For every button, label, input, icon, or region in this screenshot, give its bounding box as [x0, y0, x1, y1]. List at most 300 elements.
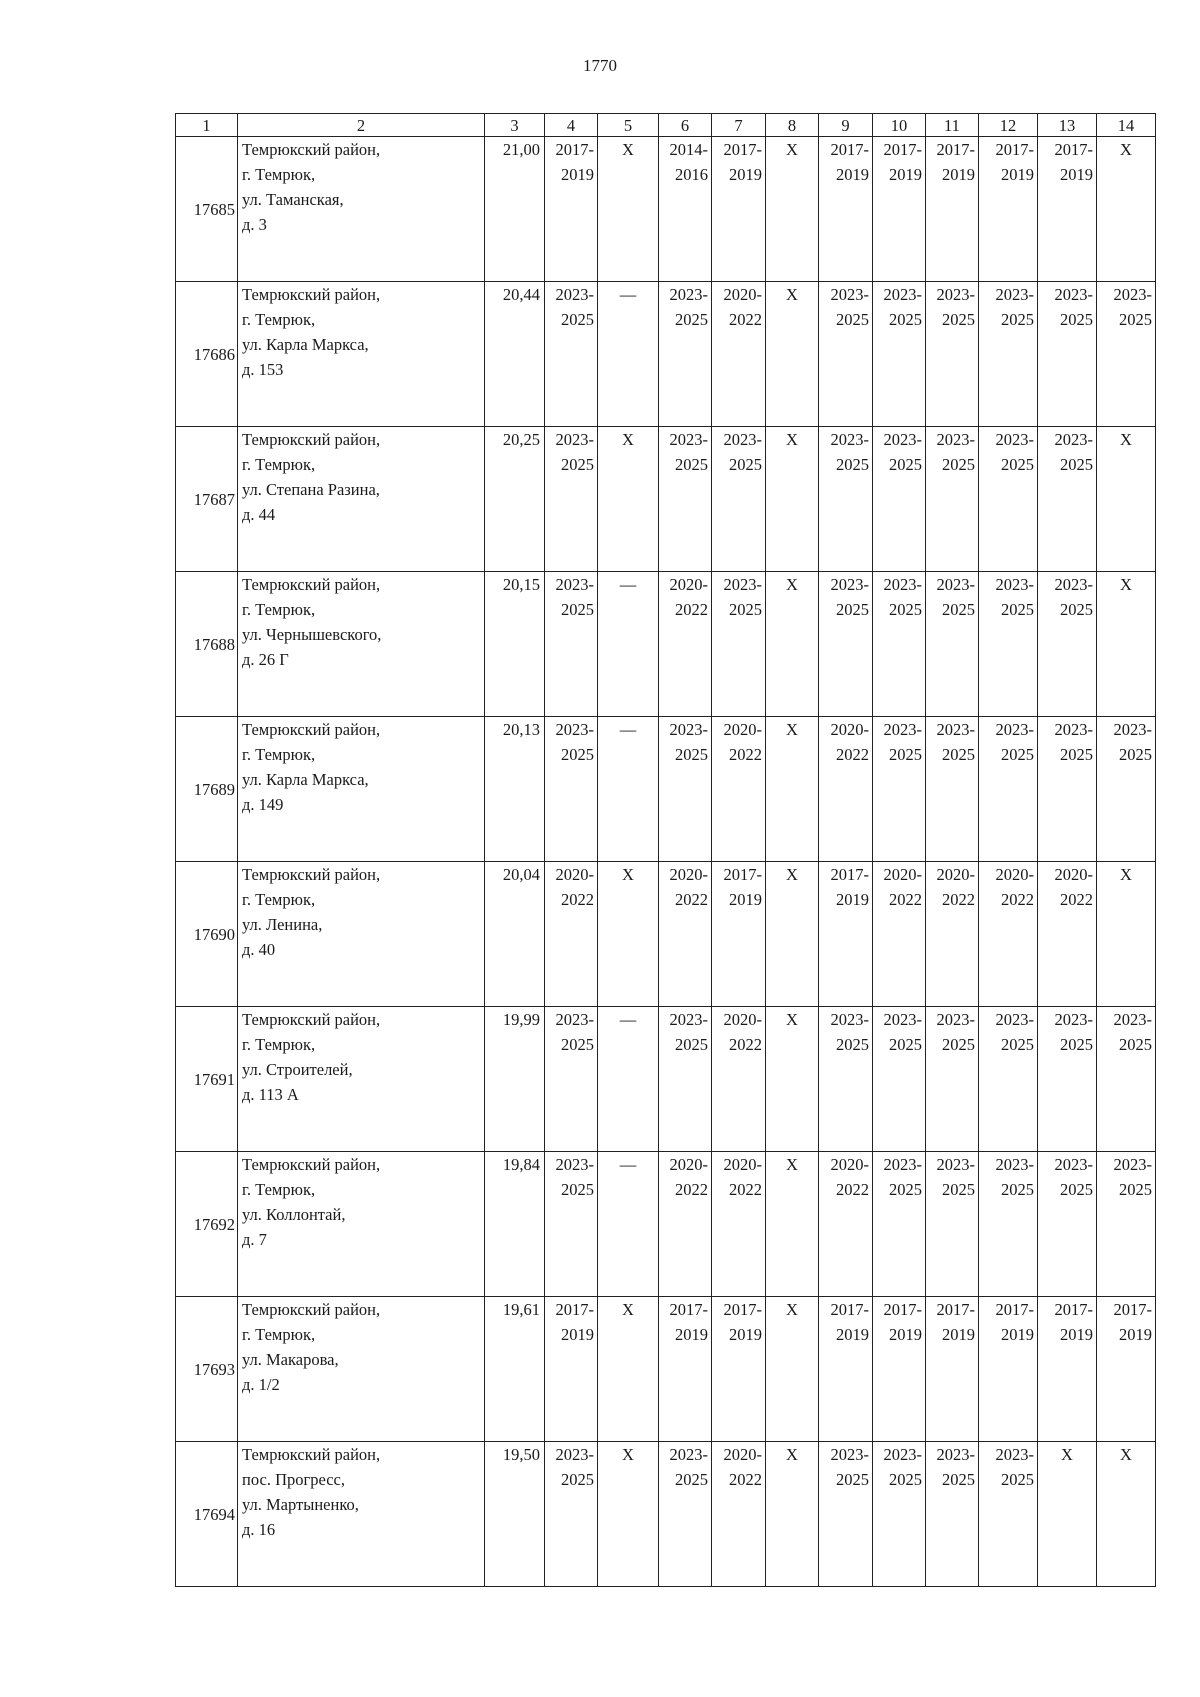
period-cell: [819, 1442, 873, 1587]
period-part: 2025: [729, 455, 762, 474]
column-header: 7: [712, 114, 766, 137]
period-part: 2020-: [669, 575, 708, 594]
period-cell: [545, 282, 598, 427]
period-part: 2023-: [555, 285, 594, 304]
column-header: 6: [659, 114, 712, 137]
row-number: 17694: [176, 1442, 238, 1587]
period-part: 2019: [561, 1325, 594, 1344]
period-part: 2023-: [830, 1445, 869, 1464]
address-cell: [238, 572, 485, 717]
period-cell: [926, 137, 979, 282]
period-part: 2020-: [723, 1010, 762, 1029]
period-cell: [545, 137, 598, 282]
address-line: Темрюкский район,: [242, 865, 381, 884]
address-cell: [238, 137, 485, 282]
not-applicable-mark: X: [598, 427, 659, 572]
area-cell: 19,84: [485, 1152, 545, 1297]
period-part: 2017-: [830, 865, 869, 884]
period-part: 2025: [675, 455, 708, 474]
period-part: 2022: [942, 890, 975, 909]
period-cell: [926, 1442, 979, 1587]
period-part: 2023-: [936, 720, 975, 739]
not-applicable-mark: X: [766, 427, 819, 572]
address-line: Темрюкский район,: [242, 720, 381, 739]
period-cell: [1038, 282, 1097, 427]
period-part: 2025: [561, 310, 594, 329]
column-header: 13: [1038, 114, 1097, 137]
area-cell: 20,44: [485, 282, 545, 427]
period-part: 2017-: [723, 865, 762, 884]
period-part: 2025: [889, 310, 922, 329]
table-row: [176, 572, 1156, 717]
address-line: Темрюкский район,: [242, 1300, 381, 1319]
period-part: 2025: [1001, 600, 1034, 619]
not-applicable-mark: X: [766, 1152, 819, 1297]
address-line: ул. Коллонтай,: [242, 1205, 346, 1224]
period-cell: [659, 137, 712, 282]
period-part: 2025: [1001, 1180, 1034, 1199]
row-number: 17690: [176, 862, 238, 1007]
address-line: г. Темрюк,: [242, 1325, 316, 1344]
address-line: г. Темрюк,: [242, 165, 316, 184]
period-cell: [712, 1152, 766, 1297]
period-part: 2020-: [669, 1155, 708, 1174]
register-table: [175, 113, 1156, 1587]
period-cell: [873, 137, 926, 282]
table-row: [176, 1007, 1156, 1152]
period-part: 2022: [729, 1035, 762, 1054]
period-part: 2019: [729, 165, 762, 184]
address-line: ул. Строителей,: [242, 1060, 353, 1079]
period-part: 2025: [889, 1180, 922, 1199]
period-cell: [712, 137, 766, 282]
period-part: 2025: [1119, 1035, 1152, 1054]
period-part: 2023-: [1054, 1155, 1093, 1174]
not-applicable-mark: X: [598, 1442, 659, 1587]
period-cell: [545, 717, 598, 862]
period-cell: [545, 862, 598, 1007]
not-applicable-mark: X: [766, 862, 819, 1007]
period-cell: [979, 1007, 1038, 1152]
period-part: 2023-: [1054, 575, 1093, 594]
row-number: 17691: [176, 1007, 238, 1152]
period-cell: [819, 572, 873, 717]
row-number: 17687: [176, 427, 238, 572]
period-part: 2025: [675, 1470, 708, 1489]
address-cell: [238, 1152, 485, 1297]
period-part: 2023-: [555, 1155, 594, 1174]
period-part: 2020-: [723, 1155, 762, 1174]
period-cell: [1038, 1297, 1097, 1442]
period-part: 2023-: [669, 1445, 708, 1464]
address-line: г. Темрюк,: [242, 455, 316, 474]
period-cell: [873, 282, 926, 427]
period-part: 2019: [1119, 1325, 1152, 1344]
dash-mark: —: [598, 282, 659, 427]
area-cell: 21,00: [485, 137, 545, 282]
address-line: ул. Мартыненко,: [242, 1495, 359, 1514]
period-cell: [873, 572, 926, 717]
period-part: 2023-: [995, 1445, 1034, 1464]
period-part: 2019: [889, 165, 922, 184]
period-part: 2025: [889, 455, 922, 474]
address-cell: [238, 1297, 485, 1442]
period-cell: [979, 717, 1038, 862]
period-part: 2023-: [995, 720, 1034, 739]
period-part: 2023-: [1113, 720, 1152, 739]
period-part: 2025: [889, 745, 922, 764]
period-part: 2025: [1119, 310, 1152, 329]
period-part: 2022: [889, 890, 922, 909]
period-part: 2023-: [883, 720, 922, 739]
address-line: Темрюкский район,: [242, 430, 381, 449]
period-cell: [926, 1152, 979, 1297]
period-part: 2025: [889, 600, 922, 619]
period-part: 2025: [889, 1035, 922, 1054]
period-cell: [659, 572, 712, 717]
period-part: 2023-: [830, 285, 869, 304]
column-header: 9: [819, 114, 873, 137]
period-part: 2023-: [936, 575, 975, 594]
period-cell: [979, 282, 1038, 427]
period-cell: [659, 1007, 712, 1152]
period-part: 2022: [836, 1180, 869, 1199]
period-part: 2023-: [1113, 285, 1152, 304]
dash-mark: —: [598, 572, 659, 717]
column-header: 4: [545, 114, 598, 137]
not-applicable-mark: X: [766, 137, 819, 282]
period-part: 2025: [561, 745, 594, 764]
not-applicable-mark: X: [766, 717, 819, 862]
row-number: 17689: [176, 717, 238, 862]
period-part: 2014-: [669, 140, 708, 159]
period-part: 2017-: [830, 140, 869, 159]
area-cell: 20,13: [485, 717, 545, 862]
period-part: 2025: [675, 745, 708, 764]
table-row: [176, 427, 1156, 572]
area-cell: 19,50: [485, 1442, 545, 1587]
period-part: 2020-: [995, 865, 1034, 884]
address-line: Темрюкский район,: [242, 1445, 381, 1464]
period-cell: [873, 717, 926, 862]
period-part: 2022: [561, 890, 594, 909]
period-cell: [926, 1297, 979, 1442]
period-part: 2023-: [1054, 1010, 1093, 1029]
period-part: 2023-: [995, 430, 1034, 449]
period-part: 2020-: [555, 865, 594, 884]
table-row: [176, 282, 1156, 427]
address-cell: [238, 862, 485, 1007]
period-part: 2023-: [883, 1155, 922, 1174]
period-part: 2017-: [883, 140, 922, 159]
period-part: 2023-: [936, 1155, 975, 1174]
period-part: 2025: [561, 600, 594, 619]
period-part: 2019: [889, 1325, 922, 1344]
period-part: 2022: [1001, 890, 1034, 909]
period-part: 2025: [1001, 1035, 1034, 1054]
period-part: 2019: [675, 1325, 708, 1344]
period-part: 2023-: [995, 1010, 1034, 1029]
address-line: ул. Ленина,: [242, 915, 323, 934]
period-cell: [1097, 1007, 1156, 1152]
period-cell: [545, 1297, 598, 1442]
period-cell: [1097, 717, 1156, 862]
period-part: 2023-: [830, 575, 869, 594]
address-line: д. 7: [242, 1230, 267, 1249]
period-part: 2025: [942, 310, 975, 329]
address-cell: [238, 427, 485, 572]
not-applicable-mark: X: [598, 1297, 659, 1442]
period-part: 2023-: [883, 285, 922, 304]
period-part: 2023-: [669, 1010, 708, 1029]
period-part: 2017-: [723, 1300, 762, 1319]
period-cell: [819, 1152, 873, 1297]
period-cell: [1038, 572, 1097, 717]
period-cell: [979, 137, 1038, 282]
column-header: 3: [485, 114, 545, 137]
period-part: 2025: [1119, 1180, 1152, 1199]
period-cell: [712, 427, 766, 572]
address-line: г. Темрюк,: [242, 890, 316, 909]
period-part: 2025: [561, 1180, 594, 1199]
period-part: 2019: [942, 1325, 975, 1344]
period-part: 2022: [729, 1180, 762, 1199]
address-line: д. 3: [242, 215, 267, 234]
period-part: 2019: [1001, 1325, 1034, 1344]
address-line: ул. Карла Маркса,: [242, 770, 369, 789]
period-part: 2025: [1060, 310, 1093, 329]
column-header: 10: [873, 114, 926, 137]
period-part: 2019: [729, 890, 762, 909]
period-part: 2019: [1060, 1325, 1093, 1344]
period-part: 2022: [729, 745, 762, 764]
not-applicable-mark: X: [1097, 572, 1156, 717]
address-line: Темрюкский район,: [242, 575, 381, 594]
not-applicable-mark: X: [1097, 427, 1156, 572]
period-part: 2025: [1060, 600, 1093, 619]
address-line: д. 16: [242, 1520, 276, 1539]
table-row: [176, 1297, 1156, 1442]
row-number: 17692: [176, 1152, 238, 1297]
period-part: 2022: [836, 745, 869, 764]
address-line: ул. Чернышевского,: [242, 625, 382, 644]
period-part: 2023-: [883, 575, 922, 594]
period-cell: [659, 862, 712, 1007]
area-cell: 19,99: [485, 1007, 545, 1152]
period-cell: [659, 1297, 712, 1442]
not-applicable-mark: X: [766, 1297, 819, 1442]
period-part: 2023-: [1113, 1010, 1152, 1029]
period-part: 2023-: [936, 1445, 975, 1464]
period-cell: [1038, 1152, 1097, 1297]
period-part: 2023-: [555, 720, 594, 739]
table-row: [176, 717, 1156, 862]
address-cell: [238, 1007, 485, 1152]
period-cell: [926, 1007, 979, 1152]
period-part: 2017-: [1054, 140, 1093, 159]
address-line: Темрюкский район,: [242, 1155, 381, 1174]
period-cell: [1038, 1007, 1097, 1152]
period-part: 2023-: [936, 285, 975, 304]
period-part: 2019: [729, 1325, 762, 1344]
not-applicable-mark: X: [1097, 137, 1156, 282]
period-part: 2022: [675, 1180, 708, 1199]
period-part: 2023-: [555, 575, 594, 594]
period-part: 2025: [561, 1470, 594, 1489]
address-line: г. Темрюк,: [242, 310, 316, 329]
address-cell: [238, 1442, 485, 1587]
period-part: 2025: [942, 455, 975, 474]
row-number: 17686: [176, 282, 238, 427]
not-applicable-mark: X: [598, 137, 659, 282]
period-part: 2017-: [995, 140, 1034, 159]
address-line: д. 40: [242, 940, 276, 959]
not-applicable-mark: X: [598, 862, 659, 1007]
period-part: 2023-: [669, 430, 708, 449]
period-cell: [712, 862, 766, 1007]
period-part: 2022: [675, 600, 708, 619]
period-part: 2023-: [883, 1010, 922, 1029]
period-part: 2025: [1060, 455, 1093, 474]
row-number: 17688: [176, 572, 238, 717]
period-part: 2022: [729, 1470, 762, 1489]
period-part: 2019: [942, 165, 975, 184]
period-cell: [1097, 1297, 1156, 1442]
not-applicable-mark: X: [1038, 1442, 1097, 1587]
period-cell: [659, 717, 712, 862]
period-part: 2025: [889, 1470, 922, 1489]
period-cell: [873, 427, 926, 572]
period-part: 2017-: [936, 140, 975, 159]
column-header: 12: [979, 114, 1038, 137]
period-part: 2020-: [723, 285, 762, 304]
period-cell: [979, 862, 1038, 1007]
period-cell: [1038, 137, 1097, 282]
area-cell: 20,25: [485, 427, 545, 572]
period-cell: [819, 717, 873, 862]
period-cell: [1097, 1152, 1156, 1297]
period-cell: [926, 862, 979, 1007]
period-cell: [545, 1007, 598, 1152]
not-applicable-mark: X: [1097, 1442, 1156, 1587]
period-cell: [545, 572, 598, 717]
period-cell: [712, 1297, 766, 1442]
address-line: ул. Таманская,: [242, 190, 344, 209]
period-cell: [1038, 427, 1097, 572]
address-cell: [238, 282, 485, 427]
period-part: 2025: [729, 600, 762, 619]
period-cell: [659, 282, 712, 427]
period-cell: [545, 1442, 598, 1587]
period-part: 2025: [942, 1035, 975, 1054]
period-part: 2023-: [995, 285, 1034, 304]
header-row: [176, 114, 1156, 137]
dash-mark: —: [598, 1152, 659, 1297]
period-part: 2025: [561, 455, 594, 474]
period-part: 2023-: [723, 575, 762, 594]
address-line: д. 113 А: [242, 1085, 299, 1104]
period-part: 2023-: [1113, 1155, 1152, 1174]
address-line: ул. Карла Маркса,: [242, 335, 369, 354]
period-part: 2025: [1001, 1470, 1034, 1489]
period-cell: [712, 1442, 766, 1587]
period-part: 2023-: [995, 1155, 1034, 1174]
period-part: 2025: [942, 600, 975, 619]
period-part: 2020-: [1054, 865, 1093, 884]
address-line: Темрюкский район,: [242, 140, 381, 159]
address-line: Темрюкский район,: [242, 1010, 381, 1029]
period-cell: [819, 137, 873, 282]
period-part: 2017-: [883, 1300, 922, 1319]
address-line: г. Темрюк,: [242, 600, 316, 619]
period-part: 2023-: [883, 1445, 922, 1464]
period-part: 2017-: [723, 140, 762, 159]
period-part: 2016: [675, 165, 708, 184]
period-part: 2019: [836, 165, 869, 184]
period-part: 2019: [836, 1325, 869, 1344]
period-part: 2023-: [555, 1445, 594, 1464]
period-part: 2025: [1060, 745, 1093, 764]
period-part: 2023-: [883, 430, 922, 449]
period-part: 2023-: [936, 1010, 975, 1029]
address-line: д. 26 Г: [242, 650, 289, 669]
period-part: 2023-: [936, 430, 975, 449]
period-part: 2020-: [830, 1155, 869, 1174]
not-applicable-mark: X: [1097, 862, 1156, 1007]
row-number: 17685: [176, 137, 238, 282]
not-applicable-mark: X: [766, 1442, 819, 1587]
period-part: 2023-: [1054, 430, 1093, 449]
period-part: 2019: [561, 165, 594, 184]
period-cell: [873, 1297, 926, 1442]
dash-mark: —: [598, 1007, 659, 1152]
column-header: 2: [238, 114, 485, 137]
period-cell: [979, 1442, 1038, 1587]
period-cell: [926, 572, 979, 717]
period-part: 2022: [675, 890, 708, 909]
period-part: 2017-: [555, 1300, 594, 1319]
period-part: 2022: [729, 310, 762, 329]
table-row: [176, 1442, 1156, 1587]
period-cell: [659, 1442, 712, 1587]
period-part: 2025: [836, 600, 869, 619]
address-line: д. 149: [242, 795, 284, 814]
address-line: д. 44: [242, 505, 276, 524]
period-part: 2020-: [936, 865, 975, 884]
period-cell: [926, 427, 979, 572]
period-cell: [1038, 717, 1097, 862]
address-line: г. Темрюк,: [242, 1035, 316, 1054]
period-part: 2025: [1060, 1035, 1093, 1054]
period-part: 2025: [1060, 1180, 1093, 1199]
table-row: [176, 1152, 1156, 1297]
column-header: 1: [176, 114, 238, 137]
not-applicable-mark: X: [766, 282, 819, 427]
period-part: 2025: [942, 1470, 975, 1489]
period-part: 2025: [1119, 745, 1152, 764]
period-part: 2017-: [936, 1300, 975, 1319]
period-part: 2025: [942, 745, 975, 764]
address-line: ул. Макарова,: [242, 1350, 339, 1369]
address-line: г. Темрюк,: [242, 1180, 316, 1199]
not-applicable-mark: X: [766, 572, 819, 717]
period-part: 2025: [836, 455, 869, 474]
column-header: 14: [1097, 114, 1156, 137]
period-cell: [545, 1152, 598, 1297]
period-part: 2019: [1001, 165, 1034, 184]
period-part: 2020-: [883, 865, 922, 884]
period-cell: [979, 1152, 1038, 1297]
